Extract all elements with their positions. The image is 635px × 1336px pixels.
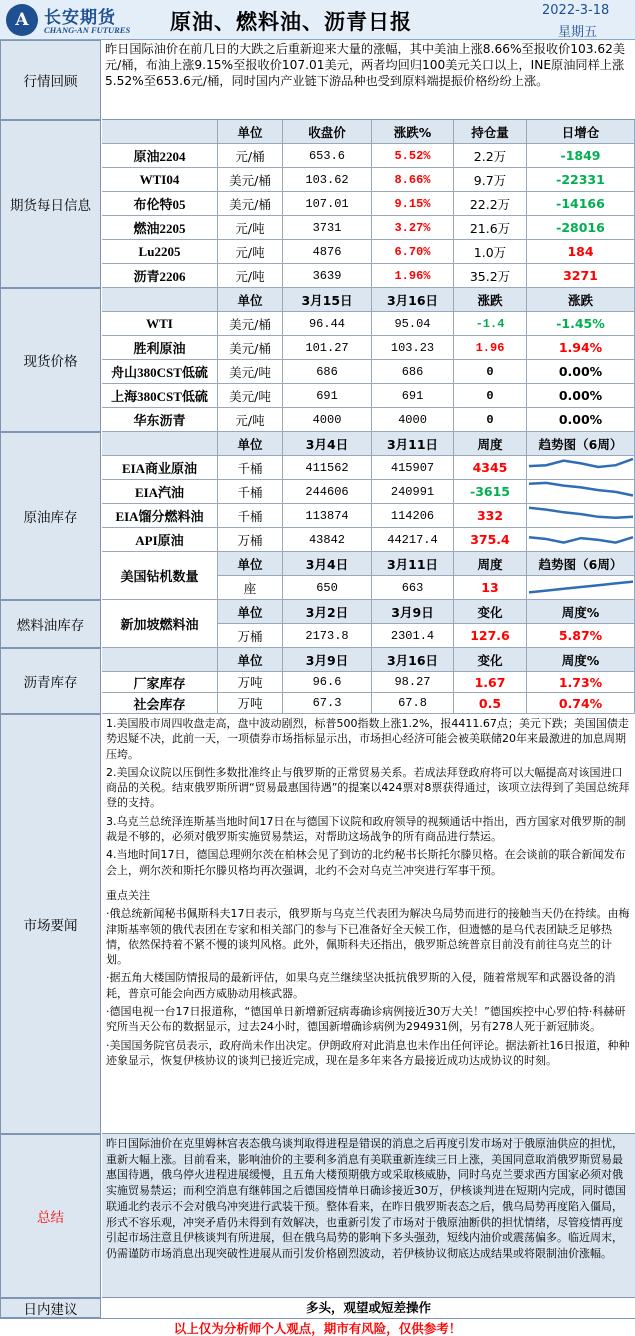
spot-product-name: 上海380CST低硫 xyxy=(102,384,218,408)
crude-item-name: EIA商业原油 xyxy=(102,456,218,480)
crude-header-cell: 周度 xyxy=(454,432,527,456)
trend-line xyxy=(529,483,633,496)
report-title: 原油、燃料油、沥青日报 xyxy=(170,10,412,34)
fuel-item-name: 新加坡燃料油 xyxy=(102,600,218,648)
crude-weekly-change: 4345 xyxy=(454,456,527,480)
spot-price-day2: 95.04 xyxy=(372,312,454,336)
futures-daily-oi-change: -1849 xyxy=(527,144,635,168)
trend-sparkline xyxy=(527,528,635,550)
asphalt-header-cell: 变化 xyxy=(454,648,527,672)
asphalt-header-row xyxy=(0,648,635,672)
asphalt-header-cell: 3月16日 xyxy=(372,648,454,672)
trend-sparkline xyxy=(527,456,635,478)
spot-unit: 元/吨 xyxy=(218,408,283,432)
futures-change-pct: 1.96% xyxy=(372,264,454,288)
logo-mark-icon: A xyxy=(6,4,38,36)
report-weekday: 星期五 xyxy=(558,25,598,40)
rig-trend-cell xyxy=(527,576,635,600)
rig-header-row xyxy=(0,552,635,584)
logo-chinese-name: 长安期货 xyxy=(44,8,116,28)
news-item: ·美国国务院官员表示，政府尚未作出决定。伊朗政府对此消息也未作出任何评论。据法新社16日报道，种种迹象显示，恢复伊核协议的谈判已接近完成，现在是多年来各方最接近成功达成协议的时刻。 xyxy=(106,1038,630,1067)
spot-product-name: 舟山380CST低硫 xyxy=(102,360,218,384)
market-review-label: 行情回顾 xyxy=(0,40,101,120)
spot-row xyxy=(0,384,635,408)
fuel-header-cell: 3月2日 xyxy=(283,600,372,624)
futures-close-price: 107.01 xyxy=(283,192,372,216)
crude-header-cell: 3月4日 xyxy=(283,432,372,456)
crude-trend-cell xyxy=(527,504,635,528)
asphalt-item-name: 社会库存 xyxy=(102,693,218,714)
futures-change-pct: 6.70% xyxy=(372,240,454,264)
spot-unit: 美元/吨 xyxy=(218,360,283,384)
crude-week1: 113874 xyxy=(283,504,372,528)
spot-header-row xyxy=(0,288,635,312)
rig-header-cell: 趋势图（6周） xyxy=(527,552,635,576)
fuel-inventory-label: 燃料油库存 xyxy=(0,600,101,648)
asphalt-week1: 96.6 xyxy=(283,672,372,693)
crude-week2: 240991 xyxy=(372,480,454,504)
crude-weekly-change: 375.4 xyxy=(454,528,527,552)
trend-sparkline xyxy=(527,480,635,502)
news-item: 4.当地时间17日，德国总理朔尔茨在柏林会见了到访的北约秘书长斯托尔滕贝格。在会谈前的联合新闻发布会上，朔尔茨和斯托尔滕贝格均再次强调，北约不会对乌克兰冲突进行军事干预。 xyxy=(106,848,626,877)
futures-unit: 元/吨 xyxy=(218,216,283,240)
futures-unit: 元/吨 xyxy=(218,240,283,264)
fuel-week1: 2173.8 xyxy=(283,624,372,648)
spot-unit: 美元/桶 xyxy=(218,336,283,360)
spot-section-label: 现货价格 xyxy=(0,288,101,432)
spot-row xyxy=(0,360,635,384)
spot-change-pct: 0.00% xyxy=(527,384,635,408)
asphalt-change: 0.5 xyxy=(454,693,527,714)
logo-english-name: CHANG-AN FUTURES xyxy=(44,25,131,35)
spot-change: -1.4 xyxy=(454,312,527,336)
rig-header-cell: 3月11日 xyxy=(372,552,454,576)
trend-line xyxy=(529,582,633,593)
futures-contract-name: WTI04 xyxy=(102,168,218,192)
futures-change-pct: 9.15% xyxy=(372,192,454,216)
spot-row xyxy=(0,336,635,360)
fuel-week2: 2301.4 xyxy=(372,624,454,648)
crude-header-row xyxy=(0,432,635,456)
intraday-section-label: 日内建议 xyxy=(0,1298,101,1318)
futures-open-interest: 9.7万 xyxy=(454,168,527,192)
futures-contract-name: 沥青2206 xyxy=(102,264,218,288)
crude-row xyxy=(0,528,635,552)
disclaimer-footer: 以上仅为分析师个人观点，期市有风险，仅供参考！ xyxy=(0,1318,635,1336)
crude-trend-cell xyxy=(527,480,635,504)
futures-header-cell: 收盘价 xyxy=(283,120,372,144)
futures-change-pct: 3.27% xyxy=(372,216,454,240)
futures-open-interest: 1.0万 xyxy=(454,240,527,264)
crude-week2: 114206 xyxy=(372,504,454,528)
futures-unit: 美元/桶 xyxy=(218,168,283,192)
futures-unit: 元/桶 xyxy=(218,144,283,168)
rig-row xyxy=(0,576,635,600)
trend-line xyxy=(529,537,633,542)
futures-contract-name: 燃油2205 xyxy=(102,216,218,240)
news-item: ·俄总统新闻秘书佩斯科夫17日表示，俄罗斯与乌克兰代表团为解决乌局势而进行的接触当天仍在持续。由梅津斯基率领的俄代表团在专家和相关部门的参与下已准备好全天候工作，但遗憾的是乌代表团缺乏足够热情，依然保持着不紧不慢的谈判风格。此外，佩斯科夫还指出，俄罗斯总统普京目前没有前往乌克兰的计划。 xyxy=(106,907,630,967)
spot-unit: 美元/吨 xyxy=(218,384,283,408)
fuel-unit: 万桶 xyxy=(218,624,283,648)
rig-week1: 650 xyxy=(283,576,372,600)
spot-change-pct: 1.94% xyxy=(527,336,635,360)
futures-daily-oi-change: 184 xyxy=(527,240,635,264)
futures-header-cell: 持仓量 xyxy=(454,120,527,144)
asphalt-header-cell: 周度% xyxy=(527,648,635,672)
asphalt-header-cell: 3月9日 xyxy=(283,648,372,672)
crude-header-cell: 趋势图（6周） xyxy=(527,432,635,456)
spot-header-blank xyxy=(102,288,218,312)
crude-header-cell: 单位 xyxy=(218,432,283,456)
asphalt-inventory-label: 沥青库存 xyxy=(0,648,101,714)
report-header xyxy=(0,0,635,40)
crude-row xyxy=(0,456,635,480)
asphalt-week1: 67.3 xyxy=(283,693,372,714)
news-item: 3.乌克兰总统泽连斯基当地时间17日在与德国下议院和政府领导的视频通话中指出，西方国家对俄罗斯的制裁是不够的，必须对俄罗斯实施贸易禁运，对帮助这场战争的所有商品进行禁运。 xyxy=(106,814,626,844)
spot-price-day1: 686 xyxy=(283,360,372,384)
crude-week1: 43842 xyxy=(283,528,372,552)
rig-weekly-change: 13 xyxy=(454,576,527,600)
futures-change-pct: 5.52% xyxy=(372,144,454,168)
rig-unit: 座 xyxy=(218,576,283,600)
news-item: 重点关注 xyxy=(106,888,150,902)
rig-header-cell: 周度 xyxy=(454,552,527,576)
rig-header-cell: 3月4日 xyxy=(283,552,372,576)
asphalt-header-blank xyxy=(102,648,218,672)
asphalt-week2: 67.8 xyxy=(372,693,454,714)
futures-close-price: 3731 xyxy=(283,216,372,240)
fuel-header-cell: 变化 xyxy=(454,600,527,624)
asphalt-header-cell: 单位 xyxy=(218,648,283,672)
spot-price-day1: 96.44 xyxy=(283,312,372,336)
futures-close-price: 4876 xyxy=(283,240,372,264)
news-item: 1.美国股市周四收盘走高，盘中波动剧烈，标普500指数上涨1.2%，报4411.67点；美元下跌；美国国债走势迟疑不决，此前一天，一项债券市场指标显示出，市场担心经济可能会被美联储20年来最激进的加息周期压垮。 xyxy=(106,717,629,761)
crude-row xyxy=(0,480,635,504)
spot-change: 0 xyxy=(454,360,527,384)
news-item: ·德国电视一台17日报道称，“德国单日新增新冠病毒确诊病例接近30万大关！”德国疾控中心罗伯特·科赫研究所当天公布的数据显示，过去24小时，德国新增确诊病例为294931例，另有278人死于新冠肺炎。 xyxy=(106,1005,626,1034)
futures-daily-oi-change: 3271 xyxy=(527,264,635,288)
trend-line xyxy=(529,508,633,518)
spot-change: 1.96 xyxy=(454,336,527,360)
report-date: 2022-3-18 xyxy=(542,3,610,18)
crude-week2: 415907 xyxy=(372,456,454,480)
crude-unit: 千桶 xyxy=(218,456,283,480)
crude-unit: 万桶 xyxy=(218,528,283,552)
spot-row xyxy=(0,312,635,336)
futures-header-cell: 单位 xyxy=(218,120,283,144)
crude-unit: 千桶 xyxy=(218,504,283,528)
futures-daily-oi-change: -28016 xyxy=(527,216,635,240)
fuel-header-cell: 3月9日 xyxy=(372,600,454,624)
fuel-change: 127.6 xyxy=(454,624,527,648)
spot-price-day1: 101.27 xyxy=(283,336,372,360)
crude-item-name: EIA汽油 xyxy=(102,480,218,504)
crude-week1: 411562 xyxy=(283,456,372,480)
futures-close-price: 3639 xyxy=(283,264,372,288)
asphalt-change: 1.67 xyxy=(454,672,527,693)
crude-week1: 244606 xyxy=(283,480,372,504)
spot-row xyxy=(0,408,635,432)
crude-unit: 千桶 xyxy=(218,480,283,504)
futures-open-interest: 21.6万 xyxy=(454,216,527,240)
crude-item-name: API原油 xyxy=(102,528,218,552)
rig-trend-sparkline xyxy=(527,576,635,598)
fuel-header-cell: 单位 xyxy=(218,600,283,624)
spot-header-cell: 单位 xyxy=(218,288,283,312)
asphalt-item-name: 厂家库存 xyxy=(102,672,218,693)
futures-open-interest: 22.2万 xyxy=(454,192,527,216)
crude-header-blank xyxy=(102,432,218,456)
crude-trend-cell xyxy=(527,528,635,552)
futures-row xyxy=(0,192,635,216)
spot-price-day1: 4000 xyxy=(283,408,372,432)
trend-sparkline xyxy=(527,504,635,526)
news-item: ·据五角大楼国防情报局的最新评估，如果乌克兰继续坚决抵抗俄罗斯的入侵，随着常规军和武器设备的消耗，普京可能会向西方威胁动用核武器。 xyxy=(106,971,616,1000)
spot-change: 0 xyxy=(454,384,527,408)
spot-product-name: 华东沥青 xyxy=(102,408,218,432)
market-review-text: 昨日国际油价在前几日的大跌之后重新迎来大量的涨幅，其中美油上涨8.66%至报收价103.62美元/桶，布油上涨9.15%至报收价107.01美元，两者均回归100美元关口以上，INE原油同样上涨5.52%至653.6元/桶，同时国内产业链下游品种也受到原料端提振价格纷纷上涨。 xyxy=(102,40,635,120)
asphalt-week2: 98.27 xyxy=(372,672,454,693)
futures-open-interest: 35.2万 xyxy=(454,264,527,288)
rig-count-name: 美国钻机数量 xyxy=(102,552,218,600)
crude-week2: 44217.4 xyxy=(372,528,454,552)
futures-open-interest: 2.2万 xyxy=(454,144,527,168)
news-section-label: 市场要闻 xyxy=(0,714,101,1134)
crude-inventory-label: 原油库存 xyxy=(0,432,101,600)
spot-header-cell: 3月15日 xyxy=(283,288,372,312)
spot-change-pct: -1.45% xyxy=(527,312,635,336)
fuel-row xyxy=(0,624,635,648)
spot-change-pct: 0.00% xyxy=(527,360,635,384)
company-logo xyxy=(4,2,154,38)
fuel-header-cell: 周度% xyxy=(527,600,635,624)
futures-row xyxy=(0,216,635,240)
futures-row xyxy=(0,144,635,168)
futures-close-price: 103.62 xyxy=(283,168,372,192)
spot-price-day2: 4000 xyxy=(372,408,454,432)
news-item: 2.美国众议院以压倒性多数批准终止与俄罗斯的正常贸易关系。若成法拜登政府将可以大幅提高对该国进口商品的关税。结束俄罗斯所谓“贸易最惠国待遇”的提案以424票对8票获得通过，该项立法得到了美国总统拜登的支持。 xyxy=(106,765,630,810)
spot-product-name: WTI xyxy=(102,312,218,336)
futures-contract-name: Lu2205 xyxy=(102,240,218,264)
spot-product-name: 胜利原油 xyxy=(102,336,218,360)
futures-change-pct: 8.66% xyxy=(372,168,454,192)
spot-price-day2: 103.23 xyxy=(372,336,454,360)
futures-row xyxy=(0,240,635,264)
intraday-advice: 多头，观望或短差操作 xyxy=(305,1300,431,1315)
futures-contract-name: 原油2204 xyxy=(102,144,218,168)
spot-price-day2: 686 xyxy=(372,360,454,384)
futures-contract-name: 布伦特05 xyxy=(102,192,218,216)
asphalt-change-pct: 0.74% xyxy=(527,693,635,714)
asphalt-unit: 万吨 xyxy=(218,672,283,693)
crude-weekly-change: -3615 xyxy=(454,480,527,504)
crude-trend-cell xyxy=(527,456,635,480)
spot-change: 0 xyxy=(454,408,527,432)
futures-row xyxy=(0,264,635,288)
spot-header-cell: 涨跌 xyxy=(454,288,527,312)
crude-item-name: EIA馏分燃料油 xyxy=(102,504,218,528)
futures-unit: 元/吨 xyxy=(218,264,283,288)
asphalt-unit: 万吨 xyxy=(218,693,283,714)
asphalt-row xyxy=(0,672,635,693)
spot-header-cell: 涨跌 xyxy=(527,288,635,312)
summary-section-label: 总结 xyxy=(0,1134,101,1298)
spot-header-cell: 3月16日 xyxy=(372,288,454,312)
spot-change-pct: 0.00% xyxy=(527,408,635,432)
asphalt-row xyxy=(0,693,635,714)
futures-daily-oi-change: -14166 xyxy=(527,192,635,216)
trend-line xyxy=(529,459,633,467)
summary-text: 昨日国际油价在克里姆林宫表态俄乌谈判取得进程是错误的消息之后再度引发市场对于俄原油供应的担忧，重新大幅上涨。目前看来，影响油价的主要利多消息有美联重新连续三日上涨，美国同意取消俄罗斯贸易最惠国待遇，俄乌停火进程进展缓慢，且五角大楼预期俄方或采取核威胁，同时乌克兰要求西方国家必须对俄实施贸易禁运；而利空消息有继韩国之后德国疫情单日确诊接近30万，伊核谈判进在短期内完成，同时德国联通北约表示不会对俄乌冲突进行武装干预。整体看来，在昨日俄罗斯表态之后，俄乌局势再度陷入僵局，形式不容乐观，冲突矛盾仍未得到有效解决，也重新引发了市场对于俄原油断供的担忧情绪，尽管疫情再度引起市场注意且伊核谈判有所进展，但在俄乌局势的影响下多头强劲，短线内油价或震荡偏多。临近周末，仍需谨防市场消息出现突破性进展从而引发价格剧烈波动，若伊核协议彻底达成结果或将限制油价涨幅。 xyxy=(102,1134,635,1298)
futures-daily-oi-change: -22331 xyxy=(527,168,635,192)
rig-week2: 663 xyxy=(372,576,454,600)
crude-row xyxy=(0,504,635,528)
futures-header-blank xyxy=(102,120,218,144)
asphalt-change-pct: 1.73% xyxy=(527,672,635,693)
spot-price-day1: 691 xyxy=(283,384,372,408)
news-list xyxy=(102,714,635,1134)
futures-row xyxy=(0,168,635,192)
futures-header-cell: 日增仓 xyxy=(527,120,635,144)
futures-header-cell: 涨跌% xyxy=(372,120,454,144)
crude-weekly-change: 332 xyxy=(454,504,527,528)
crude-header-cell: 3月11日 xyxy=(372,432,454,456)
spot-unit: 美元/桶 xyxy=(218,312,283,336)
spot-price-day2: 691 xyxy=(372,384,454,408)
fuel-change-pct: 5.87% xyxy=(527,624,635,648)
futures-header-row xyxy=(0,120,635,144)
futures-section-label: 期货每日信息 xyxy=(0,120,101,288)
futures-unit: 美元/桶 xyxy=(218,192,283,216)
rig-header-cell: 单位 xyxy=(218,552,283,576)
futures-close-price: 653.6 xyxy=(283,144,372,168)
